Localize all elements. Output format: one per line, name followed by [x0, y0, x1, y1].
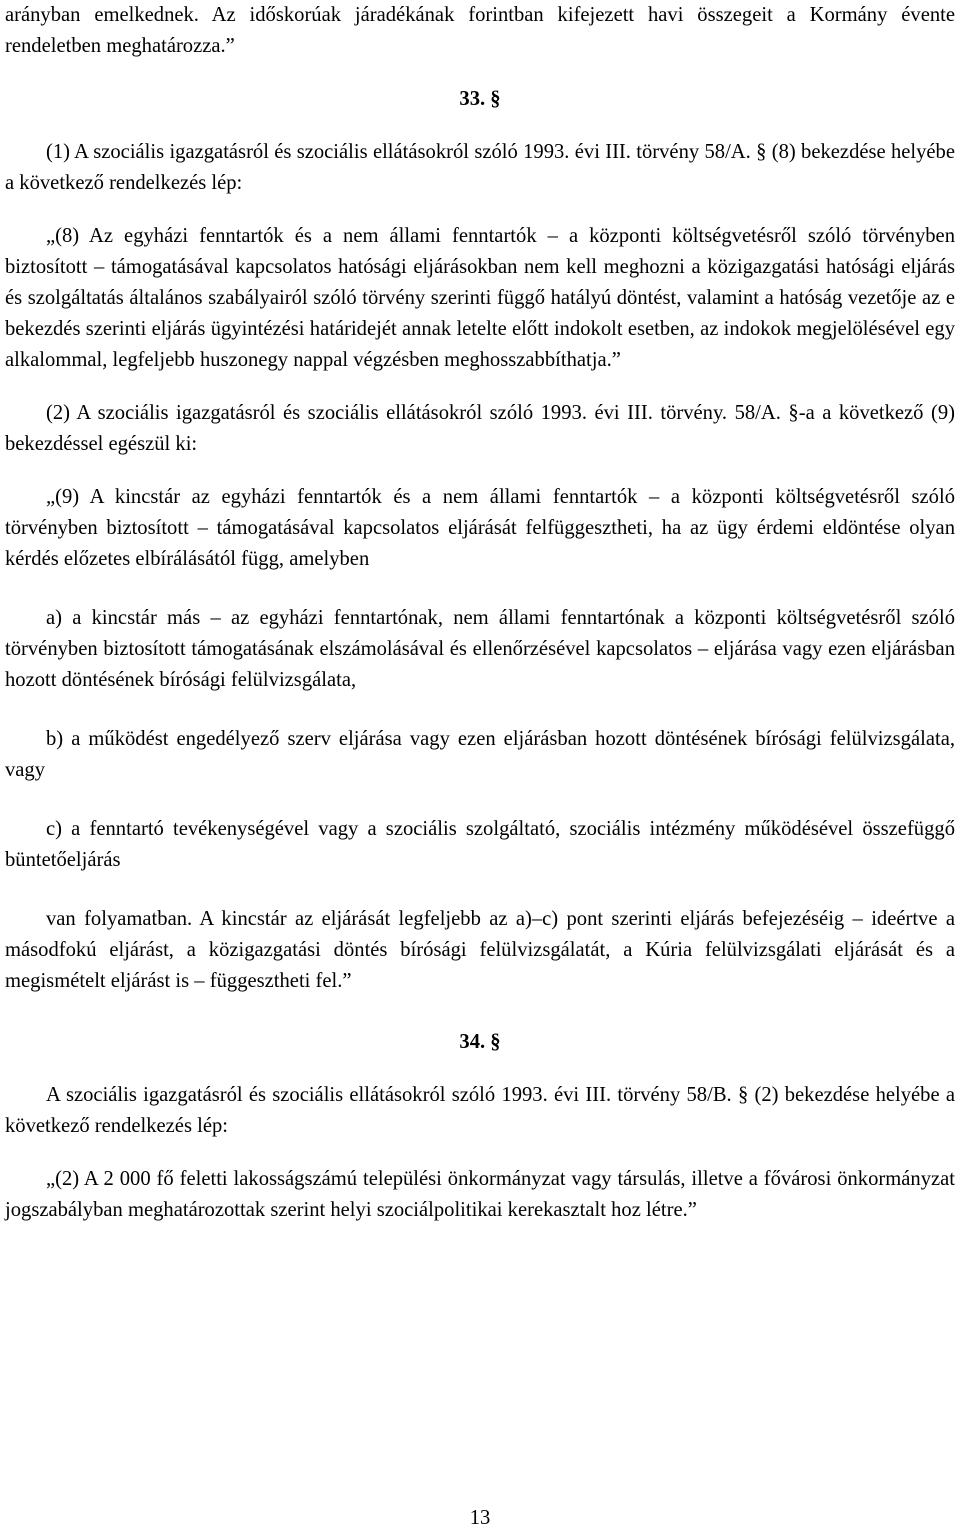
section-33-item-b: b) a működést engedélyező szerv eljárása vagy ezen eljárásban hozott döntésének bírósági felülvizsgálata, vagy	[5, 728, 955, 781]
page-number: 13	[469, 1507, 491, 1529]
section-33-quote-2: „(9) A kincstár az egyházi fenntartók és a nem állami fenntartók – a központi költségvetésről szóló törvényben biztosított – támogatásával kapcsolatos eljárását felfüggesztheti, ha az ügy érdemi eldöntése olyan kérdés előzetes elbírálásától függ, amelyben	[5, 486, 955, 570]
section-33-item-c: c) a fenntartó tevékenységével vagy a szociális szolgáltató, szociális intézmény működésével összefüggő büntetőeljárás	[5, 818, 955, 871]
section-33-closing: van folyamatban. A kincstár az eljárását legfeljebb az a)–c) pont szerinti eljárás befejezéséig – ideértve a másodfokú eljárást, a közigazgatási döntés bírósági felülvizsgálatát, a Kúria felülvizsgálati eljárását és a megismételt eljárást is – függesztheti fel.”	[5, 908, 955, 992]
section-33-quote-1: „(8) Az egyházi fenntartók és a nem állami fenntartók – a központi költségvetésről szóló törvényben biztosított – támogatásával kapcsolatos hatósági eljárásokban nem kell meghozni a közigazgatási hatósági eljárás és szolgáltatás általános szabályairól szóló törvény szerinti függő hatályú döntést, valamint a hatóság vezetője az e bekezdés szerinti eljárás ügyintézési határidejét annak letelte előtt indokolt esetben, az indokok megjelölésével egy alkalommal, legfeljebb huszonegy nappal végzésben meghosszabbíthatja.”	[5, 225, 955, 371]
section-33-heading: 33. §	[459, 88, 501, 110]
document-page	[5, 0, 955, 1226]
section-33-paragraph-2: (2) A szociális igazgatásról és szociális ellátásokról szóló 1993. évi III. törvény. 58/A. §-a a következő (9) bekezdéssel egészül ki:	[5, 402, 955, 455]
section-33-paragraph-1: (1) A szociális igazgatásról és szociális ellátásokról szóló 1993. évi III. törvény 58/A. § (8) bekezdése helyébe a következő rendelkezés lép:	[5, 141, 955, 194]
section-33-item-a: a) a kincstár más – az egyházi fenntartónak, nem állami fenntartónak a központi költségvetésről szóló törvényben biztosított támogatásának elszámolásával és ellenőrzésével kapcsolatos – eljárása vagy ezen eljárásban hozott döntésének bírósági felülvizsgálata,	[5, 607, 955, 691]
section-34-heading: 34. §	[459, 1031, 501, 1053]
section-34-paragraph-1: A szociális igazgatásról és szociális ellátásokról szóló 1993. évi III. törvény 58/B. § (2) bekezdése helyébe a következő rendelkezés lép:	[5, 1084, 955, 1137]
section-34-quote-1: „(2) A 2 000 fő feletti lakosságszámú települési önkormányzat vagy társulás, illetve a fővárosi önkormányzat jogszabályban meghatározottak szerint helyi szociálpolitikai kerekasztalt hoz létre.”	[5, 1168, 955, 1221]
paragraph-intro: arányban emelkednek. Az időskorúak járadékának forintban kifejezett havi összegeit a Kormány évente rendeletben meghatározza.”	[5, 4, 955, 57]
